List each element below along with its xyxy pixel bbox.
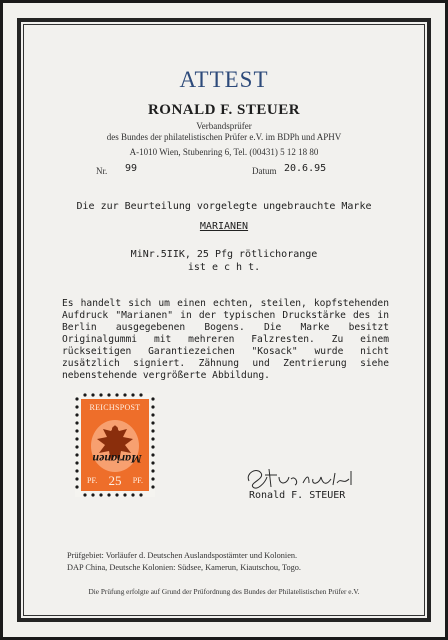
description-paragraph: Es handelt sich um einen echten, steilen, kopfstehenden Aufdruck "Marianen" in der typischen Druckstärke des in Berlin ausgegebenen Bogens. Die Marke besitzt Originalgummi mit mehreren Falzresten. Zu einem rückseitigen Garantiezeichen "Kosack" wurde nicht zusätzlich signiert. Zähnung und Zentrierung siehe nebenstehende vergrößerte Abbildung. <box>62 298 389 381</box>
examiner-role: Verbandsprüfer <box>196 121 252 131</box>
examiner-name: RONALD F. STEUER <box>147 102 301 118</box>
number-value: 99 <box>125 163 138 174</box>
catalog-line: MiNr.5IIK, 25 Pfg rötlichorange <box>130 249 318 260</box>
stamp-overprint: Marianen <box>92 452 142 466</box>
stamp-image <box>75 393 155 497</box>
intro-line: Die zur Beurteilung vorgelegte ungebrauchte Marke <box>76 201 372 212</box>
footer-line-2: DAP China, Deutsche Kolonien: Südsee, Kamerun, Kiautschou, Togo. <box>67 563 302 572</box>
verdict-line: ist e c h t. <box>187 262 261 273</box>
stamp-face <box>81 399 149 491</box>
signature-printed-name: Ronald F. STEUER <box>249 490 346 501</box>
stamp-pf-left: PF. <box>87 476 98 485</box>
footer-line-3: Die Prüfung erfolgte auf Grund der Prüfordnung des Bundes der Philatelistischen Prüfer e.V. <box>88 587 360 596</box>
subject-line: MARIANEN <box>199 221 249 232</box>
certificate-title: ATTEST <box>179 67 269 92</box>
certificate-sheet <box>3 3 445 637</box>
stamp-pf-right: PF. <box>132 476 143 485</box>
stamp-reichspost-text: REICHSPOST <box>89 403 141 412</box>
examiner-association: des Bundes der philatelistischen Prüfer e.V. im BDPh und APHV <box>106 132 342 142</box>
examiner-address: A-1010 Wien, Stubenring 6, Tel. (00431) 5 12 18 80 <box>129 147 319 157</box>
handwritten-signature <box>243 463 363 493</box>
footer-line-1: Prüfgebiet: Vorläufer d. Deutschen Auslandspostämter und Kolonien. <box>67 551 298 560</box>
date-label: Datum <box>252 166 277 176</box>
stamp-value: 25 <box>108 473 122 488</box>
date-value: 20.6.95 <box>284 163 327 174</box>
number-label: Nr. <box>96 166 108 176</box>
